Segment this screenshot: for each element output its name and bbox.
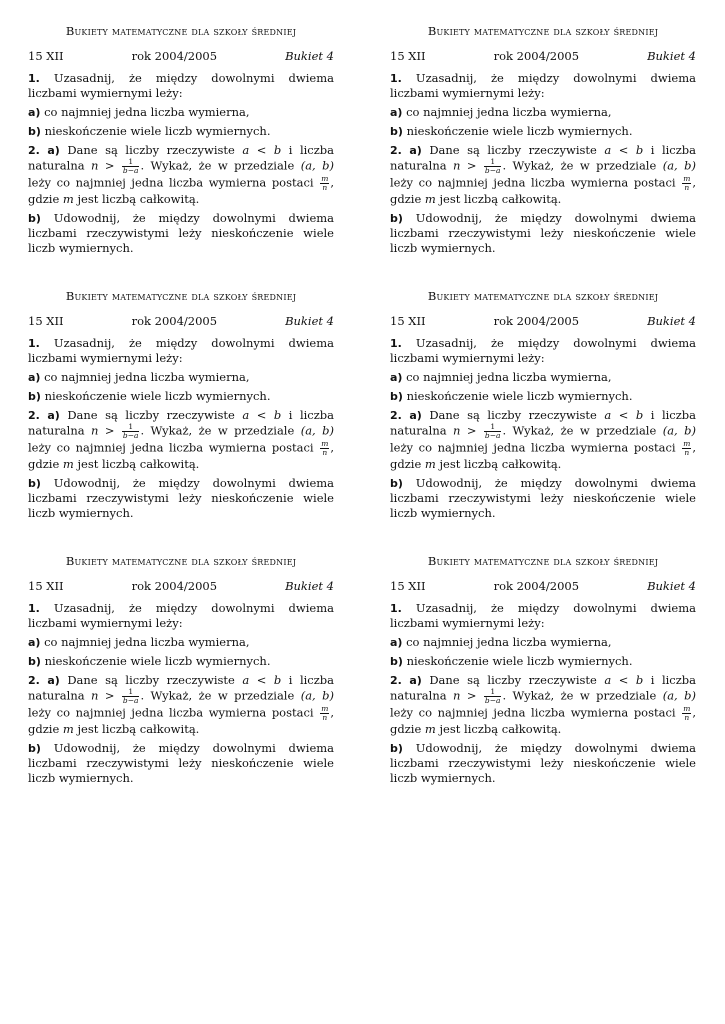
problem-2b-text: Udowodnij, że między dowolnymi dwiema liczbami rzeczywistymi leży nieskończenie wiele liczb wymiernych. bbox=[390, 211, 697, 255]
problem-2a-text-3: . Wykaż, że w przedziale bbox=[140, 688, 295, 703]
less-than: < bbox=[618, 143, 629, 157]
problem-2a-text-6: jest liczbą całkowitą. bbox=[77, 722, 200, 736]
fraction-1-numerator: 1 bbox=[122, 423, 140, 432]
problem-1-number: 1. bbox=[390, 602, 402, 615]
problem-1a-text: co najmniej jedna liczba wymierna, bbox=[406, 635, 612, 649]
problem-1b bbox=[390, 654, 696, 669]
subheader bbox=[28, 314, 334, 330]
problem-1a-label: a) bbox=[28, 106, 41, 119]
problem-1-number: 1. bbox=[390, 72, 402, 85]
fraction-m-over-n bbox=[320, 440, 329, 457]
problem-2a-text-6: jest liczbą całkowitą. bbox=[439, 722, 562, 736]
problem-2a-text-3: . Wykaż, że w przedziale bbox=[502, 423, 657, 438]
fraction-one-over-b-minus-a bbox=[484, 423, 502, 440]
problem-1a bbox=[390, 635, 696, 650]
fraction-one-over-b-minus-a bbox=[122, 423, 140, 440]
problem-2a-text-1: Dane są liczby rzeczywiste bbox=[67, 673, 235, 687]
fraction-1-numerator: 1 bbox=[484, 423, 502, 432]
problem-2a-text-4: leży co najmniej jedna liczba wymierna postaci bbox=[28, 440, 314, 455]
fraction-1-denominator: b−a bbox=[122, 166, 139, 175]
var-a: a bbox=[604, 143, 612, 157]
interval: (a, b) bbox=[300, 423, 334, 438]
var-m: m bbox=[424, 722, 436, 736]
problem-1-text: Uzasadnij, że między dowolnymi dwiema liczbami wymiernymi leży: bbox=[28, 601, 334, 630]
problem-1b bbox=[390, 124, 696, 139]
problem-2b bbox=[28, 741, 334, 786]
problem-2b-text: Udowodnij, że między dowolnymi dwiema liczbami rzeczywistymi leży nieskończenie wiele liczb wymiernych. bbox=[28, 741, 335, 785]
less-than: < bbox=[256, 673, 267, 687]
problem-2a-text-6: jest liczbą całkowitą. bbox=[77, 192, 200, 206]
problem-1 bbox=[28, 71, 334, 101]
fraction-2-denominator: n bbox=[684, 713, 690, 722]
greater-than: > bbox=[104, 158, 115, 173]
greater-than: > bbox=[104, 688, 115, 703]
problem-2a-label: a) bbox=[47, 144, 60, 157]
problem-2a-text-6: jest liczbą całkowitą. bbox=[77, 457, 200, 471]
problem-1a-label: a) bbox=[28, 636, 41, 649]
card-middle-right bbox=[390, 289, 696, 525]
problem-1a-text: co najmniej jedna liczba wymierna, bbox=[44, 105, 250, 119]
bukiet-number: Bukiet 4 bbox=[647, 579, 696, 593]
problem-2a-text-4: leży co najmniej jedna liczba wymierna postaci bbox=[390, 175, 676, 190]
problem-1a-text: co najmniej jedna liczba wymierna, bbox=[44, 635, 250, 649]
problem-2a bbox=[390, 408, 696, 472]
problem-1-text: Uzasadnij, że między dowolnymi dwiema liczbami wymiernymi leży: bbox=[28, 71, 334, 100]
problem-1b-text: nieskończenie wiele liczb wymiernych. bbox=[44, 124, 271, 138]
problem-1b-label: b) bbox=[390, 125, 403, 138]
problem-1a-label: a) bbox=[390, 636, 403, 649]
fraction-2-numerator: m bbox=[321, 704, 329, 713]
date: 15 XII bbox=[28, 49, 64, 63]
header-title: Bukiety matematyczne dla szkoły średniej bbox=[427, 24, 659, 38]
problem-1a-text: co najmniej jedna liczba wymierna, bbox=[406, 370, 612, 384]
problem-2a bbox=[390, 143, 696, 207]
var-n: n bbox=[91, 158, 99, 173]
less-than: < bbox=[256, 408, 267, 422]
problem-2b-label: b) bbox=[390, 477, 403, 490]
problem-1a-label: a) bbox=[28, 371, 41, 384]
fraction-one-over-b-minus-a bbox=[122, 688, 140, 705]
var-m: m bbox=[424, 457, 436, 471]
greater-than: > bbox=[104, 423, 115, 438]
card-middle-left bbox=[28, 289, 334, 525]
header-title: Bukiety matematyczne dla szkoły średniej bbox=[65, 289, 297, 303]
var-b: b bbox=[273, 143, 282, 157]
problem-1 bbox=[390, 601, 696, 631]
problem-1b-text: nieskończenie wiele liczb wymiernych. bbox=[44, 389, 271, 403]
header-title: Bukiety matematyczne dla szkoły średniej bbox=[65, 554, 297, 568]
problem-1b bbox=[28, 124, 334, 139]
problem-2-number: 2. bbox=[28, 144, 40, 157]
var-n: n bbox=[453, 688, 461, 703]
problem-2b bbox=[390, 476, 696, 521]
problem-2a-text-1: Dane są liczby rzeczywiste bbox=[67, 408, 235, 422]
greater-than: > bbox=[466, 158, 477, 173]
interval: (a, b) bbox=[662, 423, 696, 438]
problem-2a-text-4: leży co najmniej jedna liczba wymierna postaci bbox=[28, 705, 314, 720]
problem-1a bbox=[390, 370, 696, 385]
problem-2a-text-1: Dane są liczby rzeczywiste bbox=[429, 143, 597, 157]
bukiet-number: Bukiet 4 bbox=[285, 579, 334, 593]
problem-2b-label: b) bbox=[390, 742, 403, 755]
fraction-2-denominator: n bbox=[322, 183, 328, 192]
problem-2-number: 2. bbox=[28, 409, 40, 422]
problem-1b bbox=[28, 654, 334, 669]
interval: (a, b) bbox=[300, 158, 334, 173]
school-year: rok 2004/2005 bbox=[131, 314, 218, 328]
fraction-2-numerator: m bbox=[683, 439, 691, 448]
subheader bbox=[390, 579, 696, 595]
problem-2b bbox=[28, 476, 334, 521]
var-m: m bbox=[62, 457, 74, 471]
var-a: a bbox=[604, 408, 612, 422]
school-year: rok 2004/2005 bbox=[131, 579, 218, 593]
fraction-m-over-n bbox=[682, 175, 691, 192]
bukiet-number: Bukiet 4 bbox=[647, 49, 696, 63]
var-m: m bbox=[62, 192, 74, 206]
subheader bbox=[28, 579, 334, 595]
greater-than: > bbox=[466, 688, 477, 703]
problem-1b-label: b) bbox=[390, 390, 403, 403]
problem-2b bbox=[390, 741, 696, 786]
problem-2a-text-5: , gdzie bbox=[28, 175, 335, 206]
problem-1a-label: a) bbox=[390, 371, 403, 384]
school-year: rok 2004/2005 bbox=[493, 579, 580, 593]
problem-2a-text-5: , gdzie bbox=[28, 440, 335, 471]
fraction-m-over-n bbox=[682, 440, 691, 457]
fraction-1-denominator: b−a bbox=[122, 696, 139, 705]
fraction-2-numerator: m bbox=[321, 439, 329, 448]
problem-2b-label: b) bbox=[28, 212, 41, 225]
fraction-2-denominator: n bbox=[322, 713, 328, 722]
var-m: m bbox=[424, 192, 436, 206]
problem-2a-label: a) bbox=[47, 409, 60, 422]
problem-1b-label: b) bbox=[28, 125, 41, 138]
var-a: a bbox=[242, 143, 250, 157]
problem-2a bbox=[28, 143, 334, 207]
var-n: n bbox=[453, 423, 461, 438]
problem-1a bbox=[28, 370, 334, 385]
problem-2b-text: Udowodnij, że między dowolnymi dwiema liczbami rzeczywistymi leży nieskończenie wiele liczb wymiernych. bbox=[390, 741, 697, 785]
subheader bbox=[28, 49, 334, 65]
problem-2a-text-2: i liczba naturalna bbox=[390, 143, 697, 173]
problem-2a-text-3: . Wykaż, że w przedziale bbox=[502, 158, 657, 173]
problem-2b-label: b) bbox=[28, 742, 41, 755]
fraction-m-over-n bbox=[320, 175, 329, 192]
card-bottom-left bbox=[28, 554, 334, 790]
date: 15 XII bbox=[28, 579, 64, 593]
problem-1 bbox=[28, 336, 334, 366]
problem-1a bbox=[28, 635, 334, 650]
problem-2a-text-1: Dane są liczby rzeczywiste bbox=[429, 673, 597, 687]
problem-2b bbox=[390, 211, 696, 256]
date: 15 XII bbox=[28, 314, 64, 328]
fraction-1-denominator: b−a bbox=[484, 431, 501, 440]
problem-2a-text-6: jest liczbą całkowitą. bbox=[439, 457, 562, 471]
var-m: m bbox=[62, 722, 74, 736]
var-b: b bbox=[635, 408, 644, 422]
problem-2a bbox=[390, 673, 696, 737]
problem-2a-text-2: i liczba naturalna bbox=[28, 408, 335, 438]
fraction-1-numerator: 1 bbox=[122, 158, 140, 167]
problem-2a-text-2: i liczba naturalna bbox=[28, 143, 335, 173]
problem-1-number: 1. bbox=[28, 337, 40, 350]
card-top-left bbox=[28, 24, 334, 260]
problem-2b-text: Udowodnij, że między dowolnymi dwiema liczbami rzeczywistymi leży nieskończenie wiele liczb wymiernych. bbox=[390, 476, 697, 520]
problem-2a-text-5: , gdzie bbox=[390, 705, 697, 736]
var-n: n bbox=[453, 158, 461, 173]
problem-2a-label: a) bbox=[47, 674, 60, 687]
problem-2-number: 2. bbox=[390, 409, 402, 422]
problem-1-text: Uzasadnij, że między dowolnymi dwiema liczbami wymiernymi leży: bbox=[390, 71, 696, 100]
var-b: b bbox=[635, 673, 644, 687]
fraction-1-numerator: 1 bbox=[484, 688, 502, 697]
fraction-1-numerator: 1 bbox=[122, 688, 140, 697]
problem-1b-label: b) bbox=[28, 390, 41, 403]
fraction-1-denominator: b−a bbox=[122, 431, 139, 440]
var-b: b bbox=[273, 673, 282, 687]
problem-2a-text-3: . Wykaż, że w przedziale bbox=[140, 158, 295, 173]
fraction-1-denominator: b−a bbox=[484, 166, 501, 175]
problem-2a-text-2: i liczba naturalna bbox=[390, 408, 697, 438]
interval: (a, b) bbox=[300, 688, 334, 703]
problem-1b-text: nieskończenie wiele liczb wymiernych. bbox=[44, 654, 271, 668]
problem-2a-text-2: i liczba naturalna bbox=[390, 673, 697, 703]
problem-2a-text-3: . Wykaż, że w przedziale bbox=[502, 688, 657, 703]
fraction-m-over-n bbox=[682, 705, 691, 722]
problem-2-number: 2. bbox=[390, 674, 402, 687]
problem-2a-text-6: jest liczbą całkowitą. bbox=[439, 192, 562, 206]
problem-2a-text-3: . Wykaż, że w przedziale bbox=[140, 423, 295, 438]
problem-1b-text: nieskończenie wiele liczb wymiernych. bbox=[406, 124, 633, 138]
fraction-one-over-b-minus-a bbox=[122, 158, 140, 175]
var-b: b bbox=[635, 143, 644, 157]
problem-2a-text-5: , gdzie bbox=[28, 705, 335, 736]
fraction-one-over-b-minus-a bbox=[484, 158, 502, 175]
problem-1-number: 1. bbox=[28, 602, 40, 615]
problem-1b bbox=[390, 389, 696, 404]
bukiet-number: Bukiet 4 bbox=[647, 314, 696, 328]
var-a: a bbox=[242, 673, 250, 687]
problem-1-text: Uzasadnij, że między dowolnymi dwiema liczbami wymiernymi leży: bbox=[28, 336, 334, 365]
var-b: b bbox=[273, 408, 282, 422]
problem-2-number: 2. bbox=[28, 674, 40, 687]
school-year: rok 2004/2005 bbox=[493, 314, 580, 328]
date: 15 XII bbox=[390, 314, 426, 328]
problem-2a-text-4: leży co najmniej jedna liczba wymierna postaci bbox=[28, 175, 314, 190]
bukiet-number: Bukiet 4 bbox=[285, 49, 334, 63]
var-a: a bbox=[242, 408, 250, 422]
problem-1-number: 1. bbox=[28, 72, 40, 85]
card-top-right bbox=[390, 24, 696, 260]
problem-2a-text-4: leży co najmniej jedna liczba wymierna postaci bbox=[390, 440, 676, 455]
bukiet-number: Bukiet 4 bbox=[285, 314, 334, 328]
subheader bbox=[390, 49, 696, 65]
problem-2b bbox=[28, 211, 334, 256]
date: 15 XII bbox=[390, 49, 426, 63]
problem-2a-label: a) bbox=[409, 144, 422, 157]
fraction-1-numerator: 1 bbox=[484, 158, 502, 167]
problem-1a bbox=[28, 105, 334, 120]
problem-2a-text-2: i liczba naturalna bbox=[28, 673, 335, 703]
problem-1 bbox=[390, 71, 696, 101]
fraction-1-denominator: b−a bbox=[484, 696, 501, 705]
problem-1a-text: co najmniej jedna liczba wymierna, bbox=[406, 105, 612, 119]
problem-1a bbox=[390, 105, 696, 120]
problem-1b bbox=[28, 389, 334, 404]
problem-1b-label: b) bbox=[28, 655, 41, 668]
date: 15 XII bbox=[390, 579, 426, 593]
header-title: Bukiety matematyczne dla szkoły średniej bbox=[427, 554, 659, 568]
problem-1 bbox=[390, 336, 696, 366]
problem-1b-text: nieskończenie wiele liczb wymiernych. bbox=[406, 654, 633, 668]
interval: (a, b) bbox=[662, 688, 696, 703]
problem-2a-text-5: , gdzie bbox=[390, 175, 697, 206]
header-title: Bukiety matematyczne dla szkoły średniej bbox=[65, 24, 297, 38]
card-bottom-right bbox=[390, 554, 696, 790]
problem-1-number: 1. bbox=[390, 337, 402, 350]
less-than: < bbox=[618, 673, 629, 687]
problem-2b-text: Udowodnij, że między dowolnymi dwiema liczbami rzeczywistymi leży nieskończenie wiele liczb wymiernych. bbox=[28, 211, 335, 255]
problem-1b-text: nieskończenie wiele liczb wymiernych. bbox=[406, 389, 633, 403]
problem-2a-text-4: leży co najmniej jedna liczba wymierna postaci bbox=[390, 705, 676, 720]
interval: (a, b) bbox=[662, 158, 696, 173]
problem-2b-label: b) bbox=[390, 212, 403, 225]
problem-2a-label: a) bbox=[409, 674, 422, 687]
header-title: Bukiety matematyczne dla szkoły średniej bbox=[427, 289, 659, 303]
problem-2a bbox=[28, 673, 334, 737]
problem-2a-label: a) bbox=[409, 409, 422, 422]
fraction-2-denominator: n bbox=[684, 183, 690, 192]
school-year: rok 2004/2005 bbox=[493, 49, 580, 63]
subheader bbox=[390, 314, 696, 330]
fraction-2-denominator: n bbox=[684, 448, 690, 457]
problem-1a-label: a) bbox=[390, 106, 403, 119]
problem-2b-label: b) bbox=[28, 477, 41, 490]
fraction-one-over-b-minus-a bbox=[484, 688, 502, 705]
problem-1 bbox=[28, 601, 334, 631]
problem-1-text: Uzasadnij, że między dowolnymi dwiema liczbami wymiernymi leży: bbox=[390, 336, 696, 365]
var-n: n bbox=[91, 423, 99, 438]
problem-2b-text: Udowodnij, że między dowolnymi dwiema liczbami rzeczywistymi leży nieskończenie wiele liczb wymiernych. bbox=[28, 476, 335, 520]
fraction-2-numerator: m bbox=[683, 704, 691, 713]
problem-2a-text-5: , gdzie bbox=[390, 440, 697, 471]
problem-2a bbox=[28, 408, 334, 472]
fraction-2-denominator: n bbox=[322, 448, 328, 457]
var-n: n bbox=[91, 688, 99, 703]
problem-2-number: 2. bbox=[390, 144, 402, 157]
problem-1a-text: co najmniej jedna liczba wymierna, bbox=[44, 370, 250, 384]
problem-2a-text-1: Dane są liczby rzeczywiste bbox=[67, 143, 235, 157]
problem-1b-label: b) bbox=[390, 655, 403, 668]
problem-2a-text-1: Dane są liczby rzeczywiste bbox=[429, 408, 597, 422]
problem-1-text: Uzasadnij, że między dowolnymi dwiema liczbami wymiernymi leży: bbox=[390, 601, 696, 630]
var-a: a bbox=[604, 673, 612, 687]
school-year: rok 2004/2005 bbox=[131, 49, 218, 63]
less-than: < bbox=[618, 408, 629, 422]
greater-than: > bbox=[466, 423, 477, 438]
fraction-2-numerator: m bbox=[321, 174, 329, 183]
fraction-2-numerator: m bbox=[683, 174, 691, 183]
fraction-m-over-n bbox=[320, 705, 329, 722]
less-than: < bbox=[256, 143, 267, 157]
